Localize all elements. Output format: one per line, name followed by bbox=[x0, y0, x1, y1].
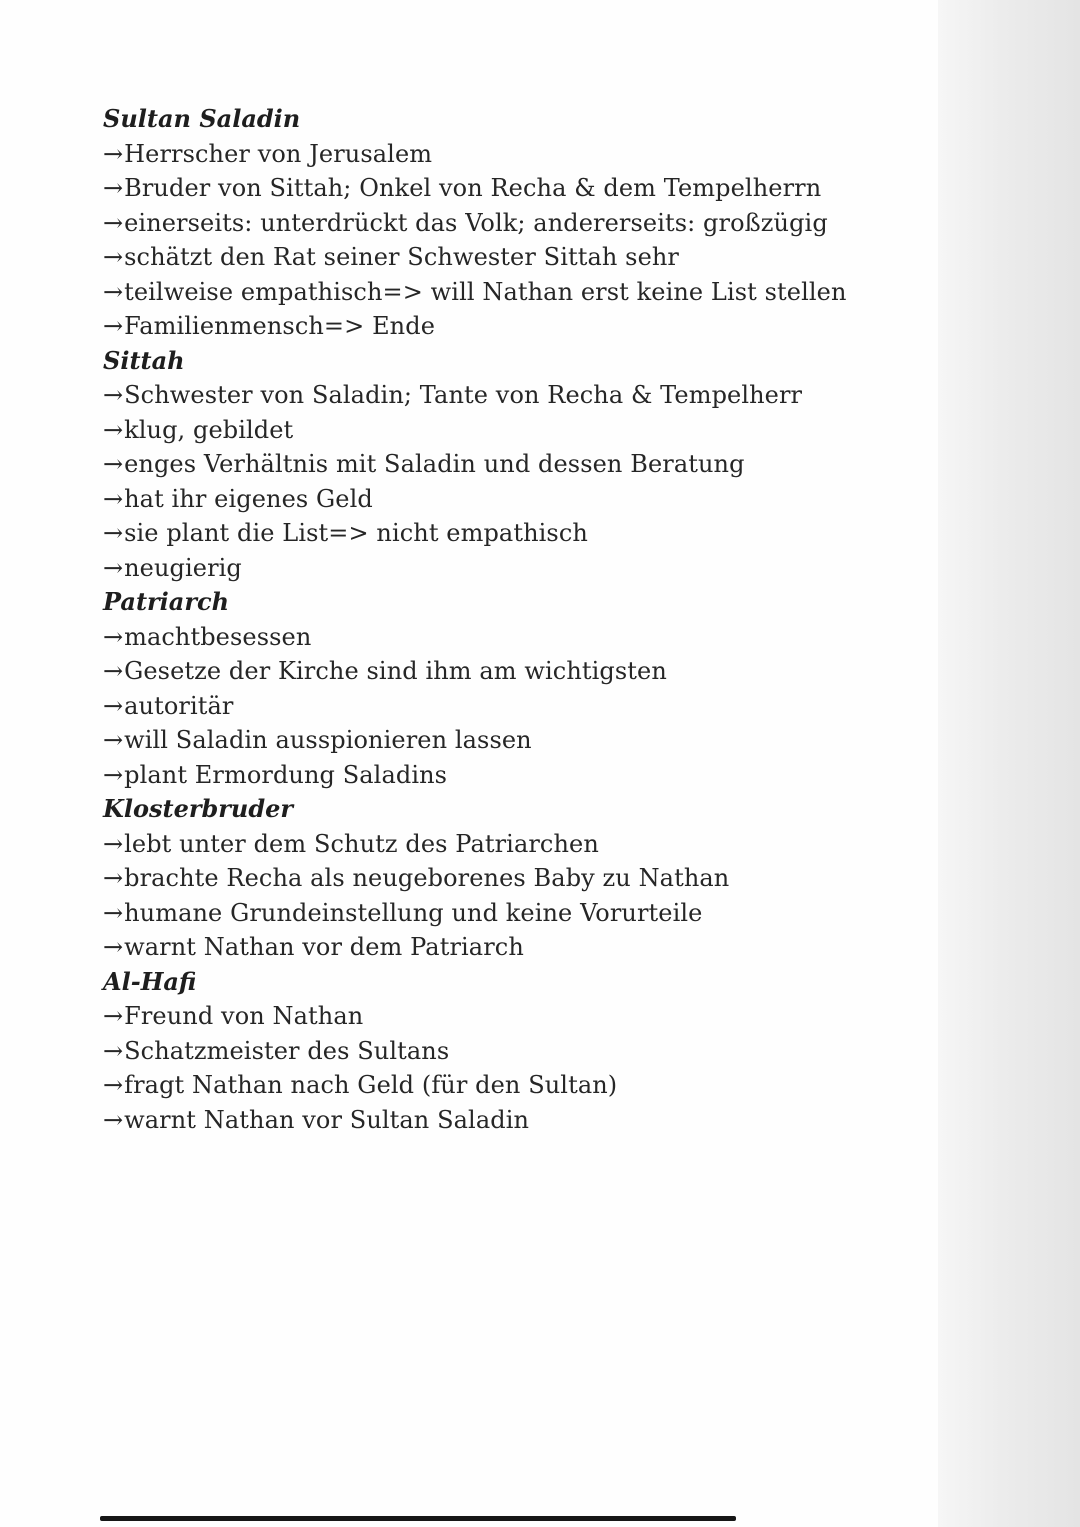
list-item-text: brachte Recha als neugeborenes Baby zu Nathan bbox=[124, 864, 730, 892]
list-item-text: Gesetze der Kirche sind ihm am wichtigsten bbox=[124, 657, 667, 685]
list-item-text: Bruder von Sittah; Onkel von Recha & dem Tempelherrn bbox=[124, 174, 822, 202]
list-item bbox=[103, 1068, 903, 1103]
list-item bbox=[103, 723, 903, 758]
arrow-icon: → bbox=[103, 208, 124, 237]
list-item-text: Familienmensch=> Ende bbox=[124, 312, 436, 340]
list-item bbox=[103, 827, 903, 862]
list-item-text: lebt unter dem Schutz des Patriarchen bbox=[124, 829, 599, 858]
list-item-text: neugierig bbox=[124, 553, 242, 582]
list-item-text: will Saladin ausspionieren lassen bbox=[124, 726, 532, 754]
notes-list bbox=[103, 102, 903, 1137]
list-item bbox=[103, 171, 903, 206]
list-item-text: plant Ermordung Saladins bbox=[124, 760, 448, 789]
list-item bbox=[103, 516, 903, 551]
list-item-text: teilweise empathisch=> will Nathan erst keine List stellen bbox=[124, 277, 847, 306]
list-item bbox=[103, 447, 903, 482]
arrow-icon: → bbox=[103, 519, 124, 547]
arrow-icon: → bbox=[103, 622, 124, 651]
list-item bbox=[103, 206, 903, 241]
list-item-text: Schatzmeister des Sultans bbox=[124, 1036, 450, 1065]
arrow-icon: → bbox=[103, 726, 124, 754]
arrow-icon: → bbox=[103, 450, 124, 478]
list-item-text: Schwester von Saladin; Tante von Recha & Tempelherr bbox=[124, 381, 803, 409]
list-item bbox=[103, 482, 903, 517]
list-item bbox=[103, 1034, 903, 1069]
section-heading: Sultan Saladin bbox=[103, 104, 301, 133]
list-item-text: warnt Nathan vor Sultan Saladin bbox=[124, 1105, 530, 1134]
arrow-icon: → bbox=[103, 1036, 124, 1065]
section-heading: Al-Hafi bbox=[103, 966, 197, 996]
arrow-icon: → bbox=[103, 933, 124, 961]
arrow-icon: → bbox=[103, 553, 124, 582]
arrow-icon: → bbox=[103, 139, 124, 168]
list-item bbox=[103, 137, 903, 172]
list-item-text: hat ihr eigenes Geld bbox=[124, 484, 373, 513]
list-item bbox=[103, 689, 903, 724]
arrow-icon: → bbox=[103, 691, 124, 720]
arrow-icon: → bbox=[103, 760, 124, 789]
arrow-icon: → bbox=[103, 898, 124, 927]
list-item-text: fragt Nathan nach Geld (für den Sultan) bbox=[124, 1071, 618, 1099]
list-item bbox=[103, 378, 903, 413]
list-item bbox=[103, 654, 903, 689]
section-heading: Patriarch bbox=[103, 587, 230, 616]
list-item-text: einerseits: unterdrückt das Volk; andererseits: großzügig bbox=[124, 208, 828, 237]
arrow-icon: → bbox=[103, 174, 124, 202]
list-item-text: warnt Nathan vor dem Patriarch bbox=[124, 933, 524, 961]
section-heading: Sittah bbox=[103, 345, 185, 375]
list-item bbox=[103, 758, 903, 793]
list-item-text: machtbesessen bbox=[124, 622, 312, 651]
arrow-icon: → bbox=[103, 829, 124, 858]
arrow-icon: → bbox=[103, 243, 124, 271]
arrow-icon: → bbox=[103, 657, 124, 685]
page-bottom-edge bbox=[100, 1516, 736, 1521]
list-item bbox=[103, 309, 903, 344]
scan-edge-right bbox=[938, 0, 1080, 1527]
list-item bbox=[103, 275, 903, 310]
arrow-icon: → bbox=[103, 381, 124, 409]
list-item bbox=[103, 551, 903, 586]
list-item-text: Freund von Nathan bbox=[124, 1002, 364, 1030]
arrow-icon: → bbox=[103, 277, 124, 306]
arrow-icon: → bbox=[103, 1105, 124, 1134]
list-item-text: schätzt den Rat seiner Schwester Sittah sehr bbox=[124, 243, 680, 271]
arrow-icon: → bbox=[103, 1002, 124, 1030]
list-item bbox=[103, 861, 903, 896]
section-heading: Klosterbruder bbox=[103, 794, 294, 823]
list-item-text: enges Verhältnis mit Saladin und dessen Beratung bbox=[124, 450, 745, 478]
arrow-icon: → bbox=[103, 484, 124, 513]
list-item-text: sie plant die List=> nicht empathisch bbox=[124, 519, 588, 547]
list-item bbox=[103, 896, 903, 931]
arrow-icon: → bbox=[103, 415, 124, 444]
arrow-icon: → bbox=[103, 864, 124, 892]
list-item bbox=[103, 413, 903, 448]
list-item-text: autoritär bbox=[124, 691, 234, 720]
list-item bbox=[103, 930, 903, 965]
list-item-text: humane Grundeinstellung und keine Vorurteile bbox=[124, 898, 703, 927]
list-item-text: Herrscher von Jerusalem bbox=[124, 139, 433, 168]
list-item-text: klug, gebildet bbox=[124, 415, 294, 444]
list-item bbox=[103, 999, 903, 1034]
list-item bbox=[103, 1103, 903, 1138]
arrow-icon: → bbox=[103, 1071, 124, 1099]
list-item bbox=[103, 240, 903, 275]
arrow-icon: → bbox=[103, 312, 124, 340]
list-item bbox=[103, 620, 903, 655]
